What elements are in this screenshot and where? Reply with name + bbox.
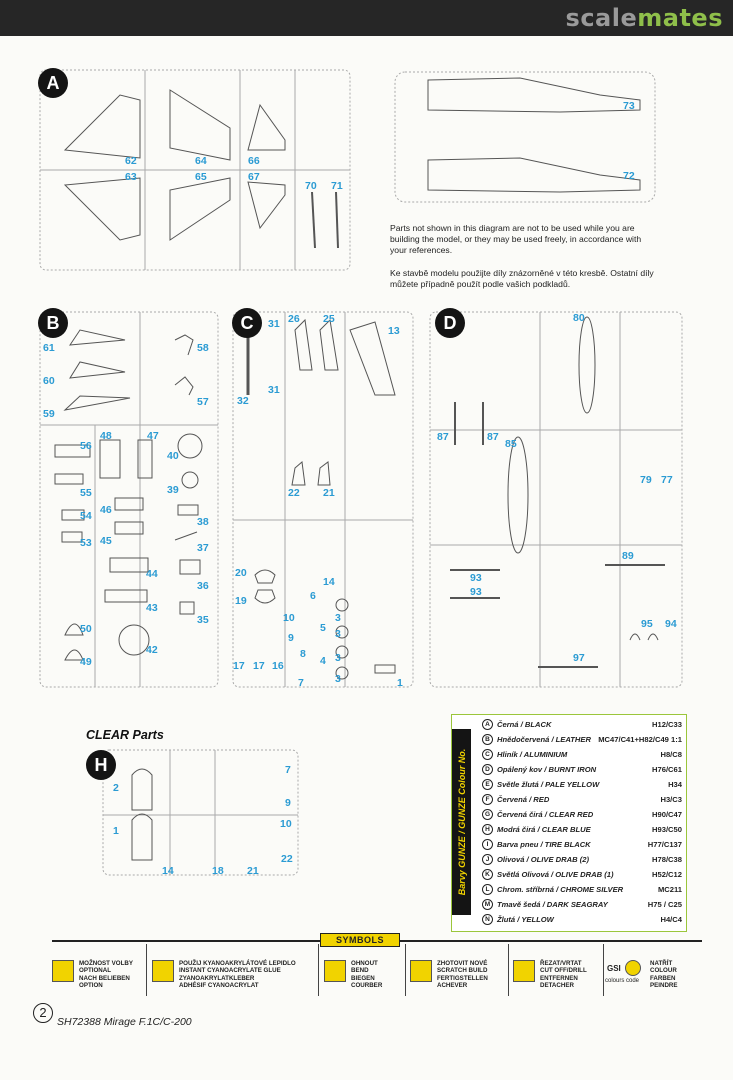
colour-name: Žlutá / YELLOW	[497, 915, 554, 924]
colour-code: H52/C12	[652, 870, 682, 879]
colour-row	[482, 763, 686, 776]
colour-letter: A	[482, 719, 493, 730]
bend-icon	[324, 960, 346, 982]
part-number: 37	[197, 542, 209, 554]
colour-name: Olivová / OLIVE DRAB (2)	[497, 855, 589, 864]
part-number: 18	[212, 865, 224, 877]
part-number: 71	[331, 180, 343, 192]
colour-name: Červená / RED	[497, 795, 550, 804]
symbol-optional: MOŽNOST VOLBY OPTIONAL NACH BELIEBEN OPTION	[52, 956, 142, 996]
colour-row	[482, 823, 686, 836]
part-number: 70	[305, 180, 317, 192]
colour-code: H75 / C25	[647, 900, 682, 909]
paint-icon	[625, 960, 641, 976]
colour-name: Barva pneu / TIRE BLACK	[497, 840, 591, 849]
part-number: 63	[125, 171, 137, 183]
colour-letter: C	[482, 749, 493, 760]
colour-name: Světlá Olivová / OLIVE DRAB (1)	[497, 870, 614, 879]
colour-row	[482, 838, 686, 851]
colour-name: Černá / BLACK	[497, 720, 552, 729]
part-number: 62	[125, 155, 137, 167]
part-number: 85	[505, 438, 517, 450]
section-a-label: A	[38, 68, 68, 98]
symbol-cut-drill: ŘEZAT/VRTAT CUT OFF/DRILL ENTFERNEN DETACHER	[513, 956, 601, 996]
part-number: 67	[248, 171, 260, 183]
colour-code: H93/C50	[652, 825, 682, 834]
part-number: 54	[80, 510, 92, 522]
colour-name: Hliník / ALUMINIUM	[497, 750, 568, 759]
part-number: 25	[323, 313, 335, 325]
section-b-label: B	[38, 308, 68, 338]
part-number: 64	[195, 155, 207, 167]
part-number: 49	[80, 656, 92, 668]
part-number: 61	[43, 342, 55, 354]
part-number: 73	[623, 100, 635, 112]
part-number: 65	[195, 171, 207, 183]
part-number: 20	[235, 567, 247, 579]
colour-name: Červená čirá / CLEAR RED	[497, 810, 594, 819]
part-number: 89	[622, 550, 634, 562]
colour-row	[482, 733, 686, 746]
colour-name: Modrá čirá / CLEAR BLUE	[497, 825, 591, 834]
colour-name: Tmavě šedá / DARK SEAGRAY	[497, 900, 608, 909]
part-number: 19	[235, 595, 247, 607]
part-number: 3	[335, 628, 341, 640]
glue-drop-icon	[152, 960, 174, 982]
part-number: 10	[283, 612, 295, 624]
part-number: 66	[248, 155, 260, 167]
part-number: 7	[298, 677, 304, 689]
colour-row	[482, 913, 686, 926]
part-number: 3	[335, 612, 341, 624]
part-number: 47	[147, 430, 159, 442]
part-number: 93	[470, 572, 482, 584]
colour-name: Opálený kov / BURNT IRON	[497, 765, 597, 774]
part-number: 87	[487, 431, 499, 443]
part-number: 13	[388, 325, 400, 337]
part-number: 7	[285, 764, 291, 776]
part-number: 21	[247, 865, 259, 877]
section-c-label: C	[232, 308, 262, 338]
instruction-note-en: Parts not shown in this diagram are not to be used while you are building the model, or they may be used freely, in accordance with your references.	[390, 223, 642, 255]
part-number: 50	[80, 623, 92, 635]
part-number: 45	[100, 535, 112, 547]
brand-logo[interactable]: scalemates	[565, 4, 723, 32]
part-number: 31	[268, 384, 280, 396]
colour-letter: D	[482, 764, 493, 775]
symbols-title: SYMBOLS	[320, 933, 400, 947]
section-h-label: H	[86, 750, 116, 780]
colour-letter: L	[482, 884, 493, 895]
part-number: 1	[397, 677, 403, 689]
colour-row	[482, 898, 686, 911]
scratch-build-icon	[410, 960, 432, 982]
part-number: 48	[100, 430, 112, 442]
part-number: 59	[43, 408, 55, 420]
part-number: 87	[437, 431, 449, 443]
colour-code: H34	[668, 780, 682, 789]
gsi-label: GSI	[607, 964, 621, 973]
part-number: 35	[197, 614, 209, 626]
part-number: 26	[288, 313, 300, 325]
colour-name: Chrom. stříbrná / CHROME SILVER	[497, 885, 624, 894]
colour-letter: G	[482, 809, 493, 820]
colour-letter: E	[482, 779, 493, 790]
instruction-note-cz: Ke stavbě modelu použijte díly znázorněné v této kresbě. Ostatní díly můžete případně použít podle vašich podkladů.	[390, 268, 654, 289]
part-number: 38	[197, 516, 209, 528]
part-number: 55	[80, 487, 92, 499]
part-number: 46	[100, 504, 112, 516]
part-number: 8	[300, 648, 306, 660]
page-number: 2	[33, 1003, 53, 1023]
colour-code: MC211	[657, 885, 682, 894]
part-number: 95	[641, 618, 653, 630]
part-number: 43	[146, 602, 158, 614]
part-number: 58	[197, 342, 209, 354]
section-d-label: D	[435, 308, 465, 338]
part-number: 22	[281, 853, 293, 865]
part-number: 39	[167, 484, 179, 496]
colour-letter: J	[482, 854, 493, 865]
colour-letter: I	[482, 839, 493, 850]
part-number: 21	[323, 487, 335, 499]
part-number: 31	[268, 318, 280, 330]
colour-letter: M	[482, 899, 493, 910]
part-number: 80	[573, 312, 585, 324]
part-number: 53	[80, 537, 92, 549]
part-number: 2	[113, 782, 119, 794]
part-number: 17	[233, 660, 245, 672]
colour-row	[482, 853, 686, 866]
part-number: 72	[623, 170, 635, 182]
part-number: 60	[43, 375, 55, 387]
part-number: 3	[335, 652, 341, 664]
part-number: 77	[661, 474, 673, 486]
colour-code: H8/C8	[660, 750, 682, 759]
symbol-colour: GSI colours code NATŘÍT COLOUR FARBEN PEINDRE	[605, 960, 678, 990]
colour-code: H90/C47	[652, 810, 682, 819]
part-number: 97	[573, 652, 585, 664]
part-number: 10	[280, 818, 292, 830]
options-icon	[52, 960, 74, 982]
gunze-colour-stripe: Barvy GUNZE / GUNZE Colour No.	[452, 729, 471, 915]
part-number: 42	[146, 644, 158, 656]
colour-code: H76/C61	[652, 765, 682, 774]
part-number: 57	[197, 396, 209, 408]
colour-letter: H	[482, 824, 493, 835]
cut-icon	[513, 960, 535, 982]
colour-name: Hnědočervená / LEATHER	[497, 735, 591, 744]
part-number: 14	[323, 576, 335, 588]
colour-table	[451, 714, 687, 932]
colour-code: H77/C137	[647, 840, 682, 849]
part-number: 36	[197, 580, 209, 592]
colour-letter: B	[482, 734, 493, 745]
colour-row	[482, 883, 686, 896]
part-number: 4	[320, 655, 326, 667]
part-number: 22	[288, 487, 300, 499]
part-number: 17	[253, 660, 265, 672]
part-number: 44	[146, 568, 158, 580]
colour-code: H3/C3	[660, 795, 682, 804]
kit-title: SH72388 Mirage F.1C/C-200	[57, 1016, 192, 1028]
colour-code: H12/C33	[652, 720, 682, 729]
colour-row	[482, 868, 686, 881]
colour-code: H78/C38	[652, 855, 682, 864]
colour-row	[482, 748, 686, 761]
part-number: 56	[80, 440, 92, 452]
colour-letter: K	[482, 869, 493, 880]
clear-parts-title: CLEAR Parts	[86, 728, 164, 742]
part-number: 79	[640, 474, 652, 486]
part-number: 6	[310, 590, 316, 602]
part-number: 14	[162, 865, 174, 877]
part-number: 5	[320, 622, 326, 634]
part-number: 9	[288, 632, 294, 644]
colour-letter: F	[482, 794, 493, 805]
symbol-scratch-build: ZHOTOVIT NOVÉ SCRATCH BUILD FERTIGSTELLEN ACHEVER	[410, 956, 505, 996]
part-number: 32	[237, 395, 249, 407]
symbol-cyanoacrylate-glue: POUŽIJ KYANOAKRYLÁTOVÉ LEPIDLO INSTANT CYANOACRYLATE GLUE ZYANOAKRYLATKLEBER ADHÉSIF CYANOACRYLAT	[152, 956, 312, 996]
colour-letter: N	[482, 914, 493, 925]
colour-row	[482, 793, 686, 806]
colour-code: MC47/C41+H82/C49 1:1	[598, 735, 682, 744]
part-number: 9	[285, 797, 291, 809]
part-number: 94	[665, 618, 677, 630]
part-number: 93	[470, 586, 482, 598]
part-number: 16	[272, 660, 284, 672]
symbol-bend: OHNOUT BEND BIEGEN COURBER	[324, 956, 404, 996]
gsi-sub-label: colours code	[605, 978, 640, 984]
colour-row	[482, 718, 686, 731]
colour-name: Světle žlutá / PALE YELLOW	[497, 780, 600, 789]
part-number: 40	[167, 450, 179, 462]
colour-row	[482, 808, 686, 821]
part-number: 3	[335, 673, 341, 685]
colour-code: H4/C4	[660, 915, 682, 924]
colour-row	[482, 778, 686, 791]
part-number: 1	[113, 825, 119, 837]
